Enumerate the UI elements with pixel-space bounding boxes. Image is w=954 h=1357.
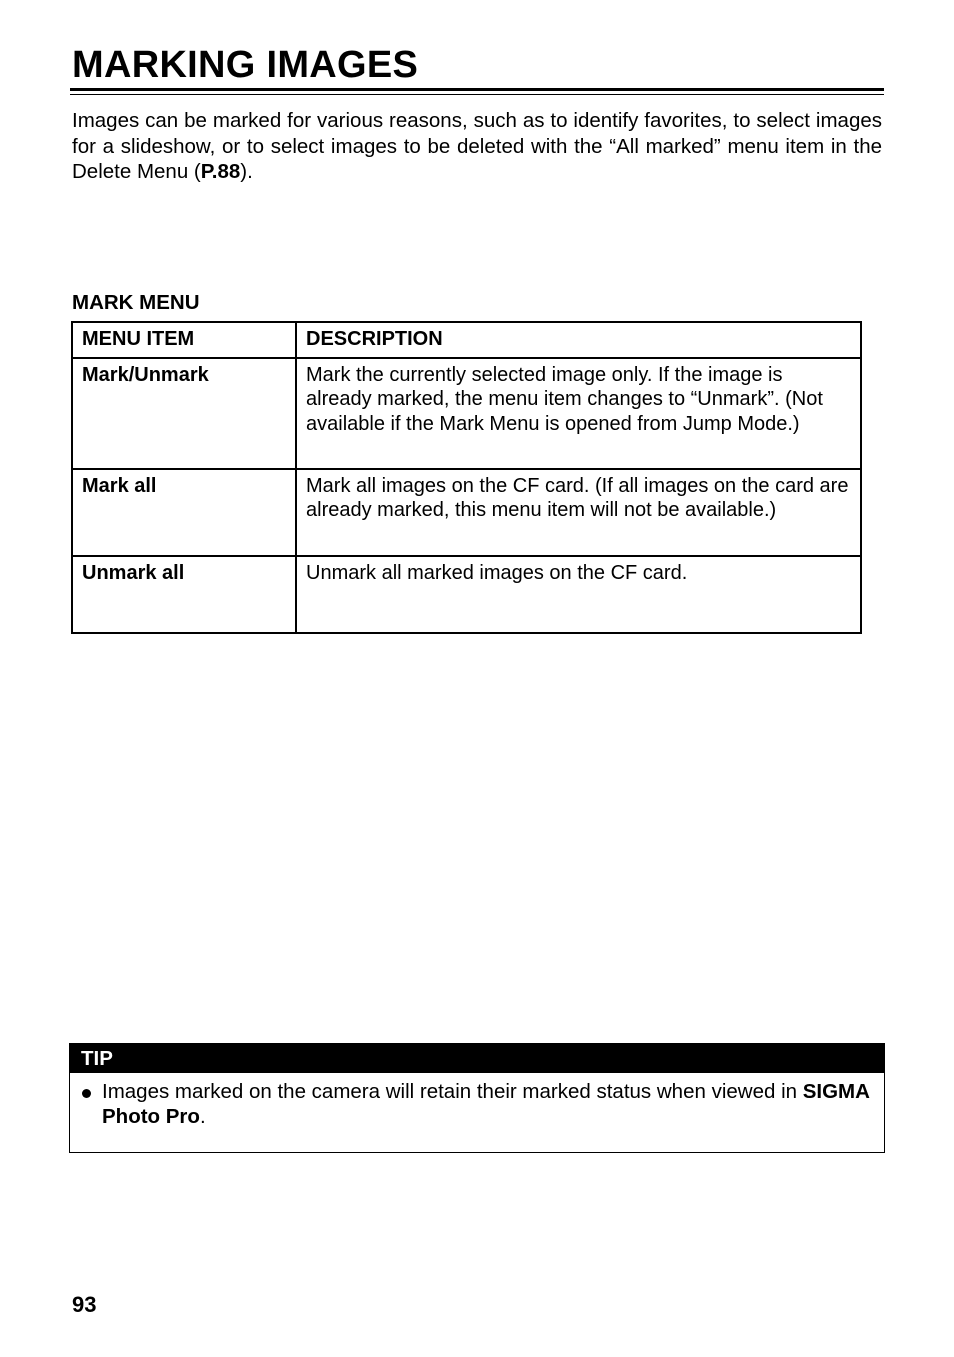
page-reference-link[interactable]: P.88 bbox=[200, 160, 241, 183]
column-header-menu-item: MENU ITEM bbox=[72, 322, 296, 358]
tip-text-end: . bbox=[199, 1105, 206, 1128]
table-row bbox=[72, 358, 861, 469]
tip-text: Images marked on the camera will retain their marked status when viewed in bbox=[102, 1080, 803, 1103]
bullet-icon bbox=[82, 1089, 91, 1098]
mark-menu-heading: MARK MENU bbox=[72, 291, 200, 314]
menu-item-cell: Mark/Unmark bbox=[72, 358, 296, 469]
menu-item-cell: Unmark all bbox=[72, 556, 296, 633]
intro-text: Images can be marked for various reasons, such as to identify favorites, to select images for a slideshow, or to select images to be deleted with the “All marked” menu item in the Delete Menu ( bbox=[72, 109, 882, 183]
intro-text-end: ). bbox=[240, 160, 253, 183]
description-cell: Mark all images on the CF card. (If all images on the card are already marked, this menu item will not be available.) bbox=[296, 469, 861, 556]
page-title: MARKING IMAGES bbox=[72, 44, 419, 86]
tip-box bbox=[69, 1043, 885, 1153]
mark-menu-table bbox=[71, 321, 862, 634]
title-rule-thin bbox=[70, 94, 884, 95]
intro-paragraph bbox=[72, 108, 882, 185]
tip-header: TIP bbox=[70, 1044, 884, 1073]
page-number: 93 bbox=[72, 1292, 97, 1317]
table-row bbox=[72, 469, 861, 556]
description-cell: Unmark all marked images on the CF card. bbox=[296, 556, 861, 633]
column-header-description: DESCRIPTION bbox=[296, 322, 861, 358]
table-row bbox=[72, 556, 861, 633]
description-cell: Mark the currently selected image only. If the image is already marked, the menu item changes to “Unmark”. (Not available if the Mark Menu is opened from Jump Mode.) bbox=[296, 358, 861, 469]
menu-item-cell: Mark all bbox=[72, 469, 296, 556]
tip-body bbox=[70, 1073, 884, 1129]
title-rule-thick bbox=[70, 88, 884, 91]
table-header-row bbox=[72, 322, 861, 358]
tip-software-name: SIGMA Photo Pro bbox=[102, 1080, 870, 1128]
